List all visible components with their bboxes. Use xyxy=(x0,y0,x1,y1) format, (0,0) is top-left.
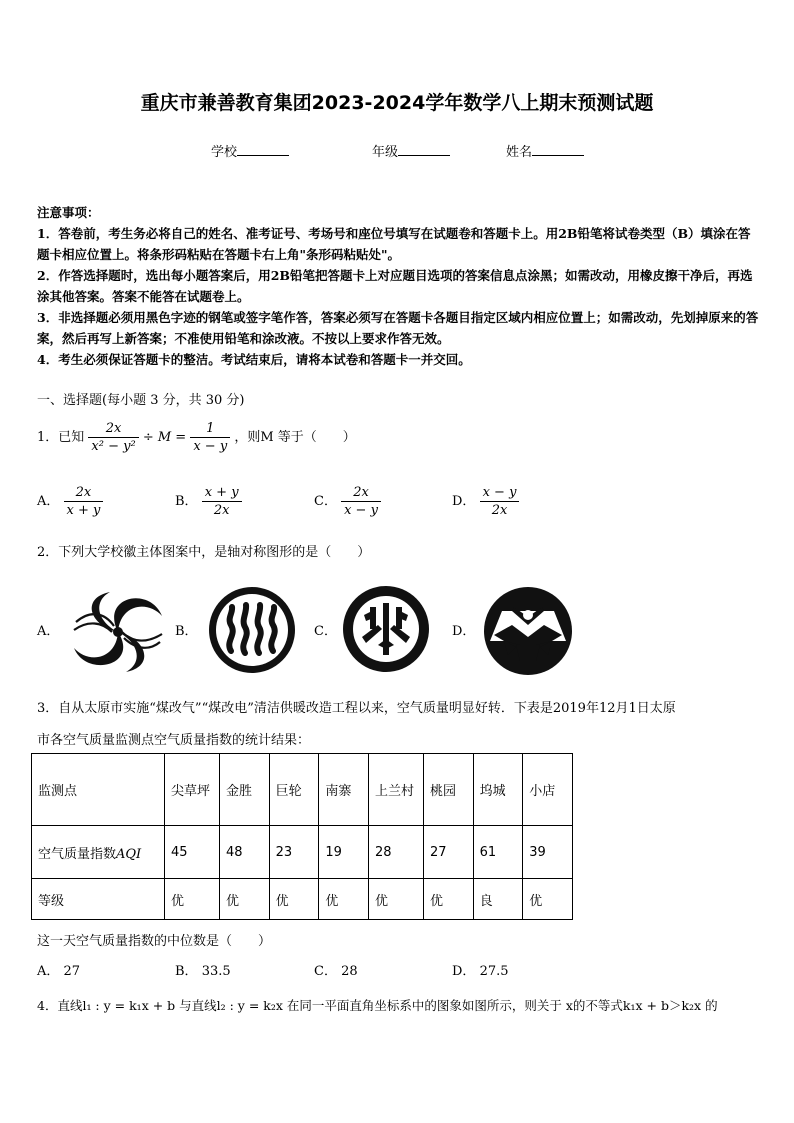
table-cell: 23 xyxy=(269,826,319,879)
q3-option-c: C． 28 xyxy=(314,964,358,979)
q1-option-d: D． $\frac{x - y}{2x}$ xyxy=(452,484,519,519)
table-cell: 优 xyxy=(368,879,423,920)
note-item: 3．非选择题必须用黑色字迹的钢笔或签字笔作答，答案必须写在答题卡各题目指定区域内相应位置上；如需改动，先划掉原来的答案，然后再写上新答案；不准使用铅笔和涂改液。不按以上要求作答无效。 xyxy=(37,310,759,346)
eagle-logo-icon xyxy=(482,585,574,677)
q1-option-c: C． $\frac{2x}{x - y}$ xyxy=(314,484,381,519)
table-cell: 优 xyxy=(523,879,573,920)
question-2: 2．下列大学校徽主体图案中，是轴对称图形的是（ ） xyxy=(37,545,371,560)
q2-label-d: D． xyxy=(452,624,476,639)
note-item: 4．考生必须保证答题卡的整洁。考试结束后，请将本试卷和答题卡一并交回。 xyxy=(37,352,471,367)
q2-label-c: C． xyxy=(314,624,337,639)
q3-option-b: B． 33.5 xyxy=(175,964,231,979)
note-item: 2．作答选择题时，选出每小题答案后，用2B铅笔把答题卡上对应题目选项的答案信息点涂黑；如需改动，用橡皮擦干净后，再选涂其他答案。答案不能答在试题卷上。 xyxy=(37,268,753,304)
table-cell: 良 xyxy=(473,879,523,920)
table-cell: 小店 xyxy=(523,754,573,826)
table-cell: 南寨 xyxy=(319,754,369,826)
table-cell: 桃园 xyxy=(423,754,473,826)
peking-logo-icon xyxy=(342,585,430,673)
fraction: $\frac{2x}{\text{x² − y²}}$ xyxy=(88,420,138,455)
notes-block xyxy=(37,202,759,370)
table-row xyxy=(32,754,573,826)
table-row xyxy=(32,826,573,879)
table-row xyxy=(32,879,573,920)
name-field: 姓名 xyxy=(506,141,584,160)
q1-option-b: B． $\frac{x + y}{2x}$ xyxy=(175,484,242,519)
table-cell: 28 xyxy=(368,826,423,879)
swirl-logo-icon xyxy=(70,586,166,678)
question-3-line-1: 3．自从太原市实施“煤改气”“煤改电”清洁供暖改造工程以来，空气质量明显好转．下表是2019年12月1日太原 xyxy=(37,701,676,716)
table-cell: 优 xyxy=(165,879,220,920)
table-cell: 优 xyxy=(220,879,270,920)
question-1: 1．已知 $\frac{2x}{\text{x² − y²}}$ ÷ M = $\frac{1}{x - y}$ ，则M 等于（ ） xyxy=(37,421,356,454)
flame-logo-icon xyxy=(207,585,297,675)
table-cell: 尖草坪 xyxy=(165,754,220,826)
q2-label-a: A． xyxy=(37,624,60,639)
question-4: 4．直线l₁ : y = k₁x + b 与直线l₂ : y = k₂x 在同一平面直角坐标系中的图象如图所示，则关于 x的不等式k₁x + b＞k₂x 的 xyxy=(37,998,718,1013)
aqi-table xyxy=(31,753,573,920)
table-cell: 空气质量指数AQI xyxy=(32,826,165,879)
table-cell: 27 xyxy=(423,826,473,879)
table-cell: 39 xyxy=(523,826,573,879)
q3-option-d: D． 27.5 xyxy=(452,964,509,979)
table-cell: 上兰村 xyxy=(368,754,423,826)
section-heading: 一、选择题(每小题 3 分，共 30 分) xyxy=(37,393,245,408)
notes-heading: 注意事项： xyxy=(37,205,100,220)
question-3-line-2: 市各空气质量监测点空气质量指数的统计结果： xyxy=(37,733,311,748)
table-cell: 61 xyxy=(473,826,523,879)
table-cell: 等级 xyxy=(32,879,165,920)
table-cell: 巨轮 xyxy=(269,754,319,826)
table-cell: 金胜 xyxy=(220,754,270,826)
table-cell: 监测点 xyxy=(32,754,165,826)
page-title: 重庆市兼善教育集团2023-2024学年数学八上期末预测试题 xyxy=(140,92,654,114)
q1-option-a: A． $\frac{2x}{x + y}$ xyxy=(37,484,103,519)
table-cell: 19 xyxy=(319,826,369,879)
table-cell: 优 xyxy=(319,879,369,920)
school-field: 学校 xyxy=(211,141,289,160)
q3-option-a: A． 27 xyxy=(37,964,81,979)
table-cell: 48 xyxy=(220,826,270,879)
table-cell: 优 xyxy=(269,879,319,920)
table-cell: 45 xyxy=(165,826,220,879)
note-item: 1．答卷前，考生务必将自己的姓名、准考证号、考场号和座位号填写在试题卷和答题卡上。用2B铅笔将试卷类型（B）填涂在答题卡相应位置上。将条形码粘贴在答题卡右上角"条形码粘贴处"。 xyxy=(37,226,751,262)
q2-label-b: B． xyxy=(175,624,198,639)
fraction: $\frac{1}{x - y}$ xyxy=(190,420,230,455)
grade-field: 年级 xyxy=(372,141,450,160)
table-cell: 坞城 xyxy=(473,754,523,826)
question-3-prompt: 这一天空气质量指数的中位数是（ ） xyxy=(37,934,272,949)
table-cell: 优 xyxy=(423,879,473,920)
